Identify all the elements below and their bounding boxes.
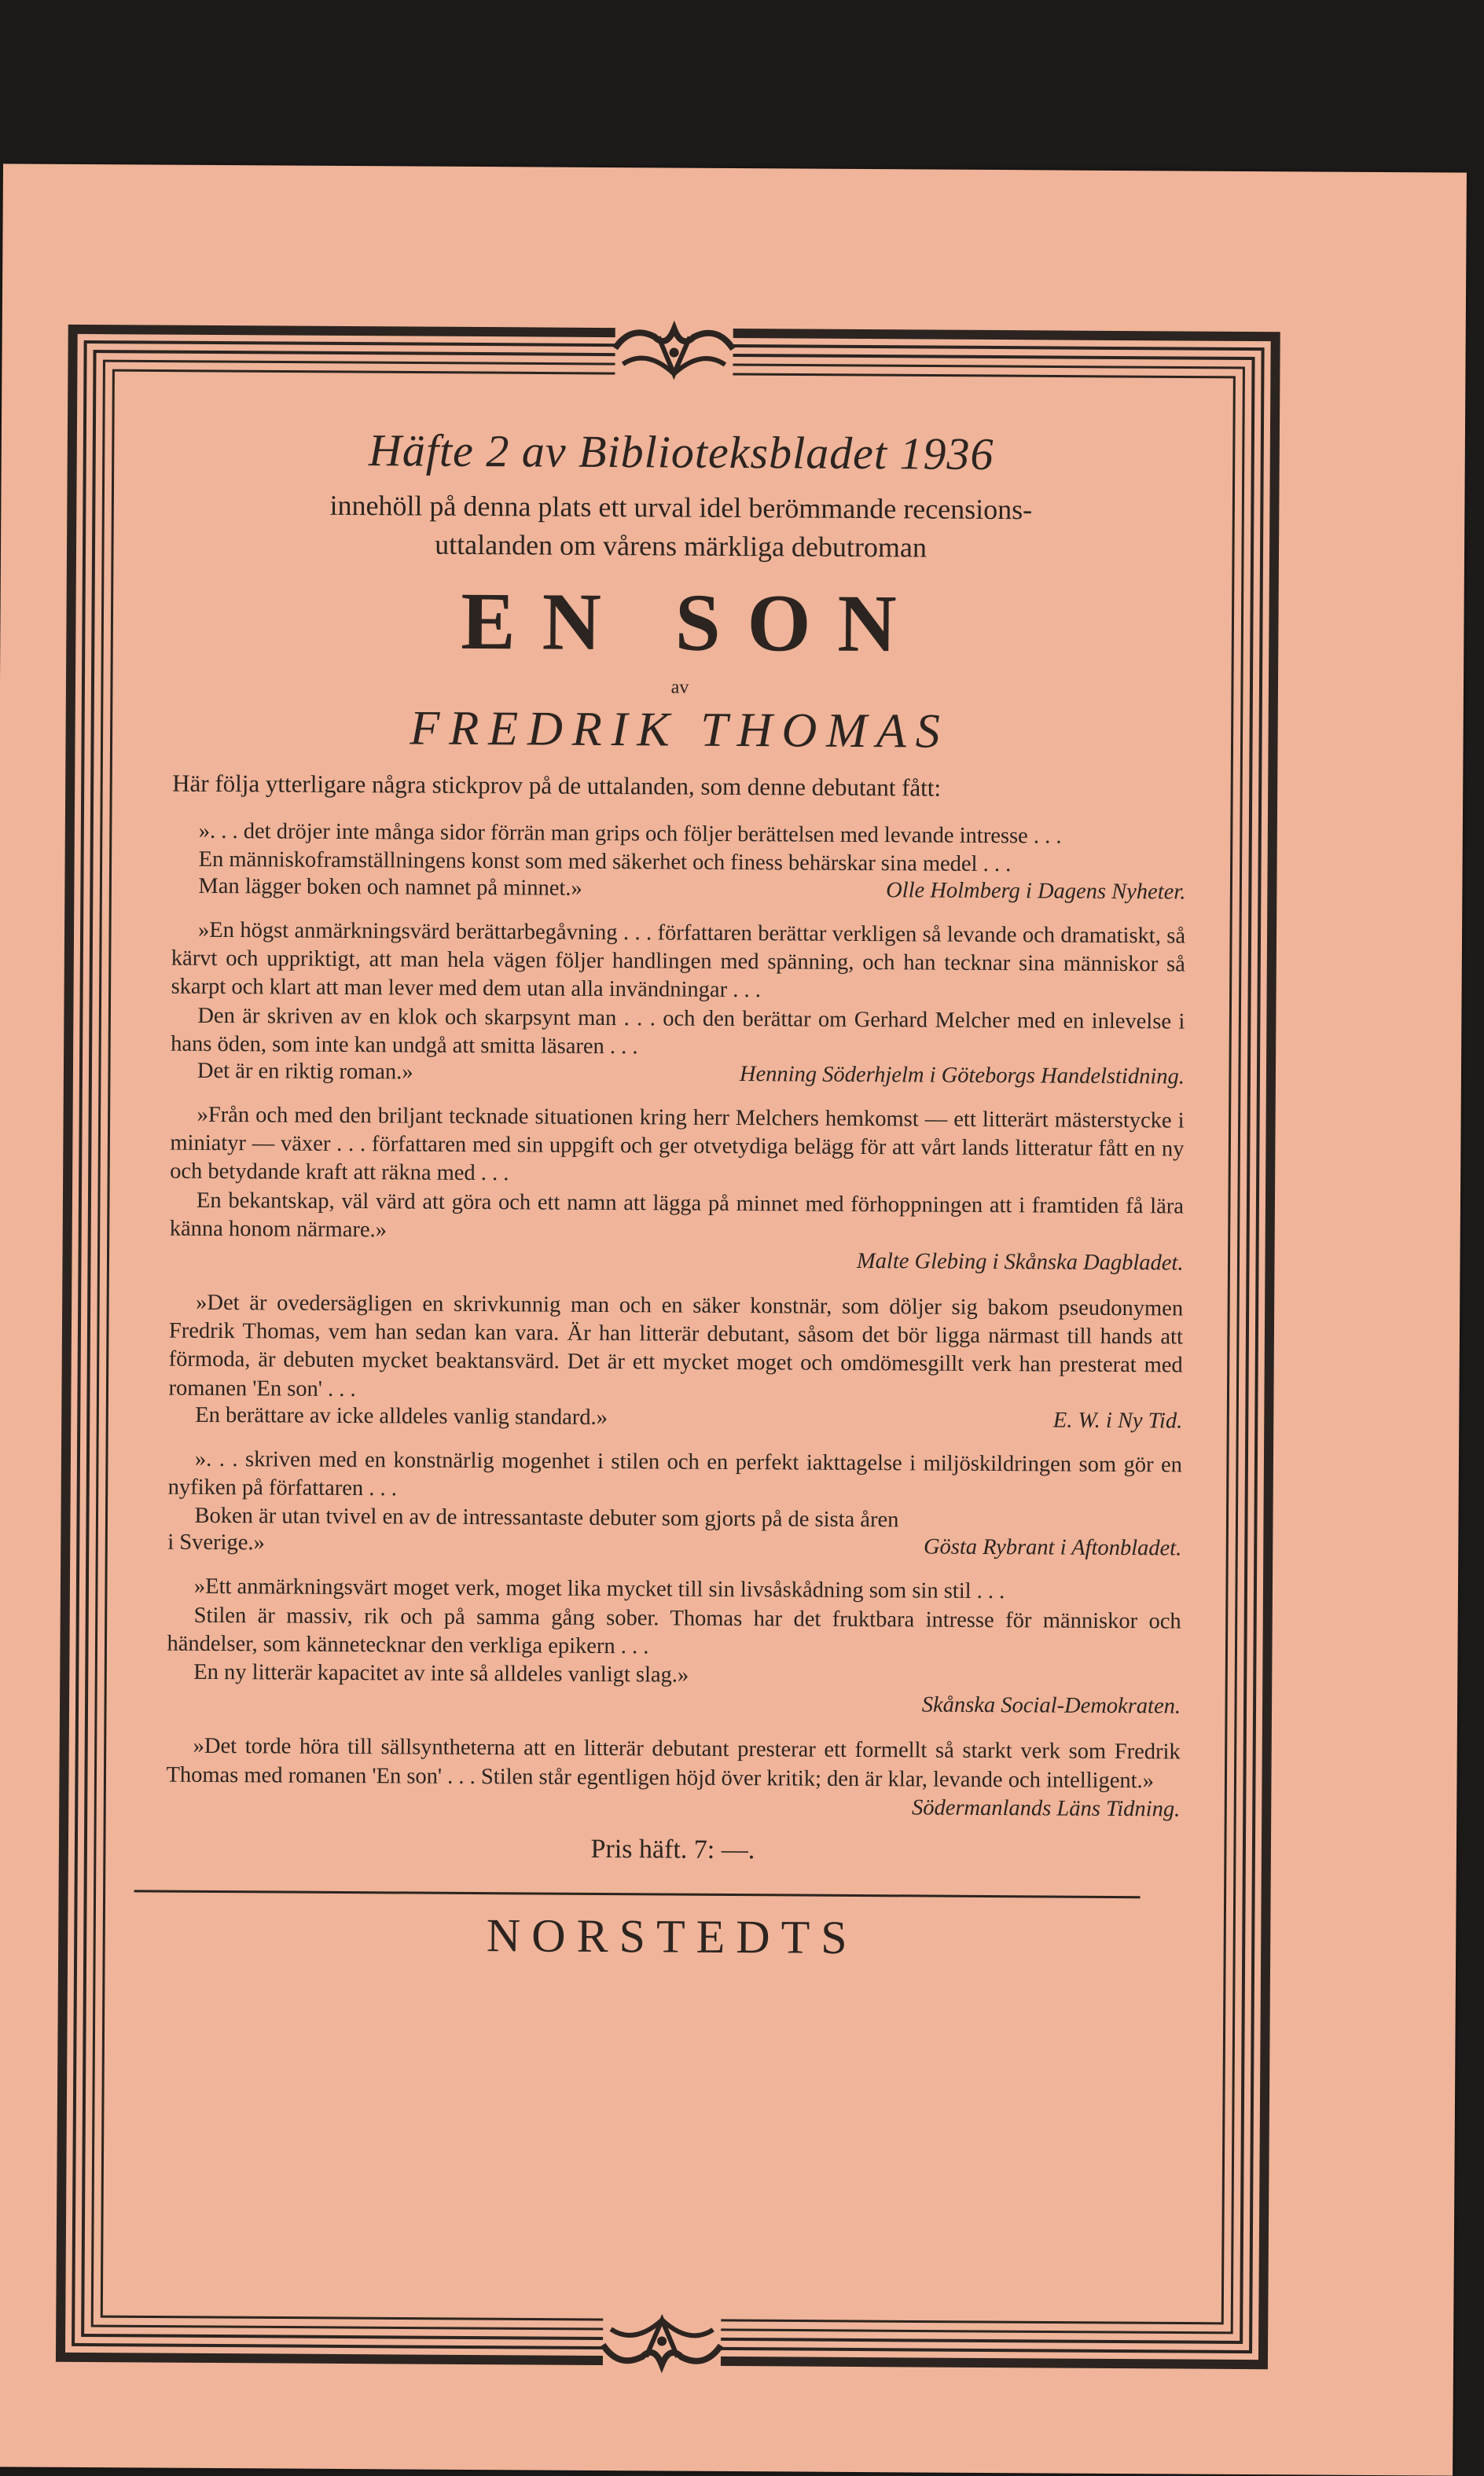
header-line-2-text: innehöll på denna plats ett urval idel berömmande recensions-: [329, 489, 1033, 526]
header-line-1: Häfte 2 av Biblioteksbladet 1936: [368, 424, 994, 480]
flyer-sheet: [0, 163, 1467, 2475]
quote-paragraph: ». . . skriven med en konstnärlig mogenhet i stilen och en perfekt iakttagelse i miljöskildringen som gör en nyfiken på författaren . . .: [167, 1446, 1183, 1501]
quote-paragraph: ». . . det dröjer inte många sidor förrän man grips och följer berättelsen med levande intresse . . .: [198, 818, 1062, 849]
review-source: Gösta Rybrant i Aftonbladet.: [923, 1534, 1182, 1561]
review-quote-3: [169, 1101, 1184, 1278]
quote-paragraph: »Ett anmärkningsvärt moget verk, moget lika mycket till sin livsåskådning som sin stil . . .: [193, 1574, 1005, 1604]
quote-last-line: En berättare av icke alldeles vanlig standard.»: [195, 1402, 608, 1430]
review-quote-7: [166, 1732, 1181, 1824]
bottom-ornament-icon: [603, 2310, 721, 2374]
review-source: Skånska Social-Demokraten.: [921, 1692, 1181, 1719]
quote-paragraph: En människoframställningens konst som med säkerhet och finess behärskar sina medel . . .: [198, 847, 1012, 876]
quote-paragraph: Den är skriven av en klok och skarpsynt man . . . och den berättar om Gerhard Melcher med en inlevelse i hans öden, som inte kan undgå att smitta läsaren . . .: [171, 1003, 1185, 1060]
review-source: Malte Glebing i Skånska Dagbladet.: [856, 1248, 1184, 1276]
book-title: EN SON: [460, 576, 924, 670]
quote-last-line: i Sverige.»: [167, 1530, 265, 1556]
quote-paragraph: En bekantskap, väl värd att göra och ett namn att lägga på minnet med förhoppningen att i framtiden få lära känna honom närmare.»: [169, 1188, 1185, 1243]
quote-paragraph: »En högst anmärkningsvärd berättarbegåvning . . . författaren berättar verkligen så levande och dramatiskt, så kärvt och uppriktigt, att man hela vägen följer handlingen med spänning, och han tecknar sina människor så skarpt och klart att man lever med dem utan alla invändningar . . .: [171, 917, 1186, 1003]
review-quote-4: [168, 1289, 1183, 1435]
quote-last-line: Det är en riktig roman.»: [197, 1058, 413, 1085]
review-source: Södermanlands Läns Tidning.: [911, 1795, 1181, 1822]
quote-paragraph: Stilen är massiv, rik och på samma gång sober. Thomas har det fruktbara intresse för människor och händelser, som kännetecknar den verkliga epikern . . .: [167, 1603, 1181, 1659]
intro-text: Här följa ytterligare några stickprov på de uttalanden, som denne debutant fått:: [172, 769, 942, 802]
quote-paragraph: »Det är ovedersägligen en skrivkunnig man och en säker konstnär, som döljer sig bakom pseudonymen Fredrik Thomas, vem han sedan kan vara. Är han litterär debutant, såsom det bör ligga närmast till hands att förmoda, är debuten mycket beaktansvärd. Det är ett mycket moget och omdömesgillt verk han presterat med romanen 'En son' . . .: [168, 1290, 1184, 1401]
quote-last-line: Man lägger boken och namnet på minnet.»: [198, 873, 582, 901]
header-line-3-text: uttalanden om vårens märkliga debutroman: [435, 529, 928, 564]
review-quote-5: [167, 1445, 1182, 1561]
divider: [134, 1890, 1141, 1898]
flyer-content: [165, 424, 1188, 1964]
book-author: FREDRIK THOMAS: [410, 701, 950, 759]
review-quote-1: [171, 817, 1186, 905]
review-source: E. W. i Ny Tid.: [1052, 1408, 1183, 1434]
review-quote-6: [167, 1573, 1181, 1721]
quote-paragraph: »Från och med den briljant tecknade situationen kring herr Melchers hemkomst — ett litterärt mästerstycke i miniatyr — växer . . . författaren med sin uppgift och ger otvetydiga belägg för att vårt lands litteratur fått en ny och betydande kraft att räkna med . . .: [170, 1102, 1185, 1186]
review-source: Olle Holmberg i Dagens Nyheter.: [886, 878, 1186, 905]
price-text: Pris häft. 7: —.: [590, 1834, 755, 1865]
quote-paragraph: En ny litterär kapacitet av inte så alldeles vanligt slag.»: [193, 1659, 689, 1688]
book-av: av: [670, 677, 689, 698]
quote-paragraph: »Det torde höra till sällsyntheterna att en litterär debutant presterar ett formellt så starkt verk som Fredrik Thomas med romanen 'En son' . . . Stilen står egentligen höjd över kritik; den är klar, levande och intelligent.»: [166, 1734, 1181, 1793]
review-quote-2: [171, 917, 1185, 1090]
publisher-name: NORSTEDTS: [486, 1908, 858, 1964]
top-ornament-icon: [615, 321, 733, 385]
header-line-2: [174, 485, 1188, 569]
quote-paragraph: Boken är utan tvivel en av de intressantaste debuter som gjorts på de sista åren: [194, 1504, 899, 1533]
review-source: Henning Söderhjelm i Göteborgs Handelstidning.: [739, 1061, 1185, 1089]
